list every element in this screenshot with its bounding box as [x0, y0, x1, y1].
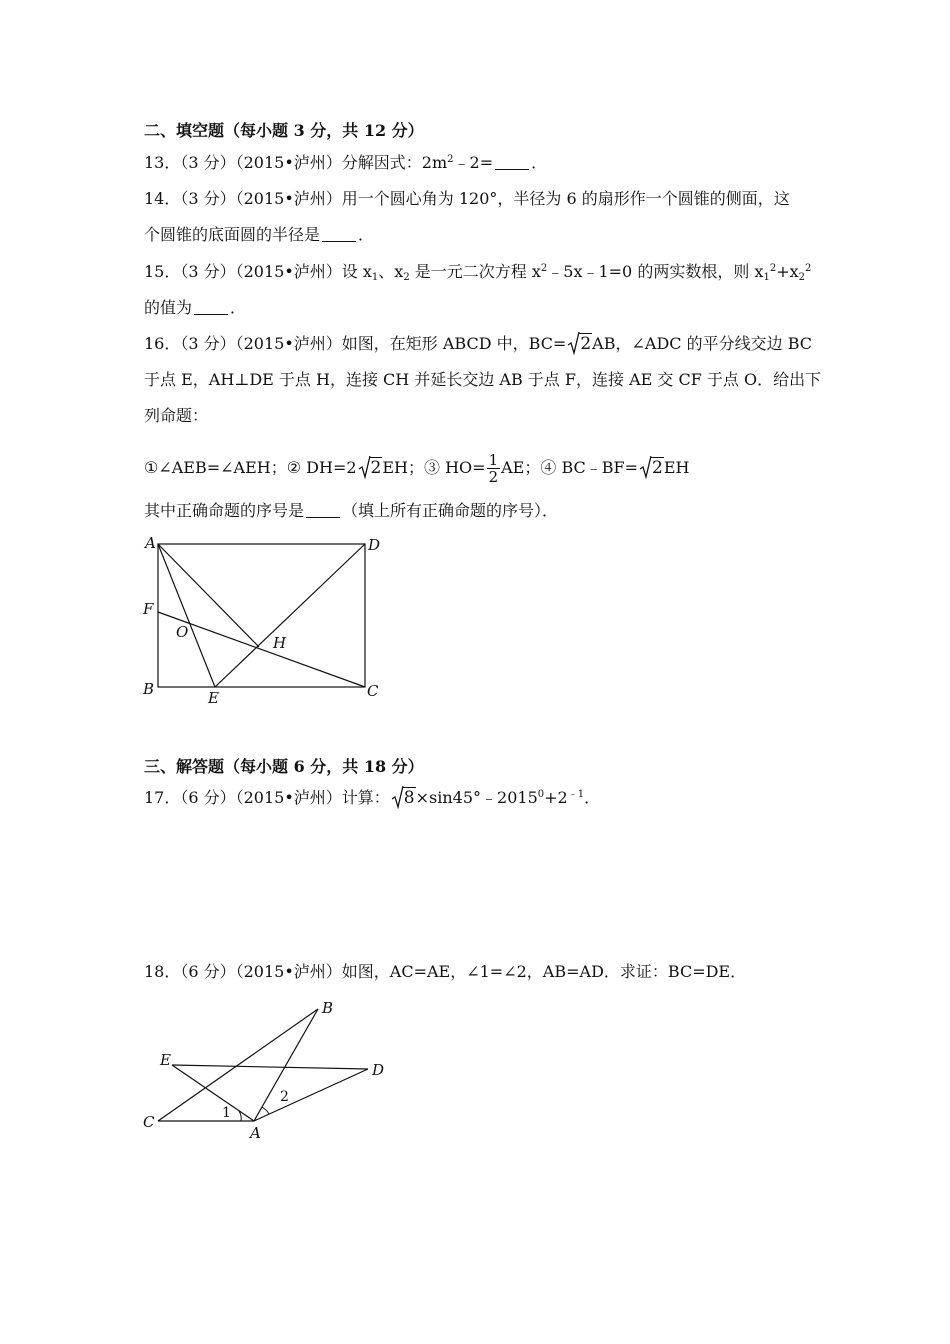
segment-fc	[158, 612, 365, 687]
label-d: D	[368, 536, 381, 554]
q15-line2-text: 的值为	[144, 298, 193, 317]
q15-exp-3: 2	[805, 263, 812, 274]
segment-ah	[158, 544, 259, 647]
q15-answer-blank[interactable]	[194, 300, 228, 315]
q14-line2-text: 个圆锥的底面圆的半径是	[144, 225, 321, 244]
question-15-line-1	[144, 262, 811, 282]
segment-ed	[172, 1065, 368, 1069]
label-a: A	[250, 1124, 261, 1142]
q16-line5a: 其中正确命题的序号是	[144, 501, 305, 520]
fraction-one-half	[487, 452, 501, 485]
question-13	[144, 153, 547, 173]
q14-end: ．	[358, 225, 375, 244]
label-b: B	[143, 680, 155, 698]
sqrt-symbol	[391, 788, 416, 808]
question-16-line-5	[144, 501, 558, 521]
question-16-line-2: 于点 E，AH⊥DE 于点 H，连接 CH 并延长交边 AB 于点 F，连接 AE 交 CF 于点 O．给出下	[144, 370, 822, 389]
label-c: C	[367, 682, 379, 700]
label-f: F	[143, 600, 154, 618]
angle-2-arc	[262, 1107, 269, 1114]
q17-prefix: 17．（6 分）（2015•泸州）计算：	[144, 788, 390, 807]
q15-sub-2: 2	[403, 272, 410, 283]
q16-p4: EH	[663, 458, 690, 477]
label-d: D	[372, 1061, 385, 1079]
sqrt-symbol	[567, 334, 592, 354]
q16-p3: AE；④ BC﹣BF=	[501, 458, 639, 477]
q13-exponent: 2	[447, 154, 454, 165]
q13-prefix: 13．（3 分）（2015•泸州）分解因式：2m	[144, 153, 448, 172]
segment-de	[215, 544, 365, 687]
q13-suffix: ﹣2=	[453, 153, 494, 172]
q17-mid: ×sin45°﹣2015	[415, 788, 538, 807]
section-2-heading: 二、填空题（每小题 3 分，共 12 分）	[144, 121, 424, 140]
q17-radicand: 8	[403, 788, 415, 808]
q13-answer-blank[interactable]	[495, 155, 529, 170]
label-o: O	[176, 623, 189, 641]
q16-p3-radicand: 2	[652, 458, 663, 478]
q15-exp-2: 2	[769, 263, 777, 274]
q16-l1-radicand: 2	[580, 334, 592, 354]
q16-line5b: （填上所有正确命题的序号）．	[342, 501, 559, 520]
segment-ad	[254, 1069, 368, 1121]
question-14-line-2	[144, 225, 374, 245]
q13-end: ．	[531, 153, 548, 172]
fraction-numerator: 1	[488, 451, 499, 469]
question-14-line-1: 14．（3 分）（2015•泸州）用一个圆心角为 120°，半径为 6 的扇形作一个圆锥的侧面，这	[144, 189, 790, 208]
question-16-line-1	[144, 334, 812, 354]
q16-p2: EH；③ HO=	[382, 458, 486, 477]
q15-sub-1: 1	[371, 272, 379, 283]
q16-l1a: 16．（3 分）（2015•泸州）如图，在矩形 ABCD 中，BC=	[144, 334, 567, 353]
q17-exp-1: 0	[537, 789, 545, 800]
q15-exp-1: 2	[540, 263, 548, 274]
q16-p1: ①∠AEB=∠AEH；② DH=2	[144, 458, 357, 477]
q16-l1b: AB，∠ADC 的平分线交边 BC	[592, 334, 812, 353]
rectangle-abcd	[158, 544, 365, 687]
fraction-denominator: 2	[488, 468, 499, 486]
q15-sub-4: 2	[798, 272, 805, 283]
q15-sub-3: 1	[763, 272, 770, 283]
label-h: H	[273, 634, 287, 652]
question-16-line-3: 列命题：	[144, 406, 209, 425]
label-angle-1: 1	[222, 1105, 231, 1121]
sqrt-symbol	[358, 458, 383, 478]
q15-prefix: 15．（3 分）（2015•泸州）设 x	[144, 262, 372, 281]
q17-plus: +2	[544, 788, 568, 807]
label-e: E	[160, 1051, 171, 1069]
sqrt-symbol	[639, 458, 664, 478]
q15-plus: +x	[776, 262, 799, 281]
q14-answer-blank[interactable]	[322, 227, 356, 242]
q16-rectangle-figure	[138, 530, 398, 710]
question-17	[144, 788, 600, 808]
q15-mid-3: ﹣5x﹣1=0 的两实数根，则 x	[547, 262, 764, 281]
label-e: E	[208, 689, 219, 707]
label-angle-2: 2	[280, 1089, 289, 1105]
q15-end: ．	[230, 298, 247, 317]
label-c: C	[143, 1113, 155, 1131]
question-18: 18．（6 分）（2015•泸州）如图，AC=AE，∠1=∠2，AB=AD．求证：BC=DE．	[144, 962, 747, 981]
q17-end: ．	[584, 788, 601, 807]
segment-ea	[172, 1065, 254, 1121]
q16-p1-radicand: 2	[370, 458, 382, 478]
q17-exp-2: ﹣1	[567, 789, 585, 800]
q18-triangle-figure	[138, 995, 398, 1145]
label-a: A	[145, 534, 156, 552]
question-16-propositions	[144, 452, 689, 485]
q15-mid-2: 是一元二次方程 x	[409, 262, 541, 281]
q15-mid-1: 、x	[378, 262, 404, 281]
q16-answer-blank[interactable]	[306, 503, 340, 518]
section-3-heading: 三、解答题（每小题 6 分，共 18 分）	[144, 757, 424, 776]
label-b: B	[322, 999, 334, 1017]
question-15-line-2	[144, 298, 246, 318]
